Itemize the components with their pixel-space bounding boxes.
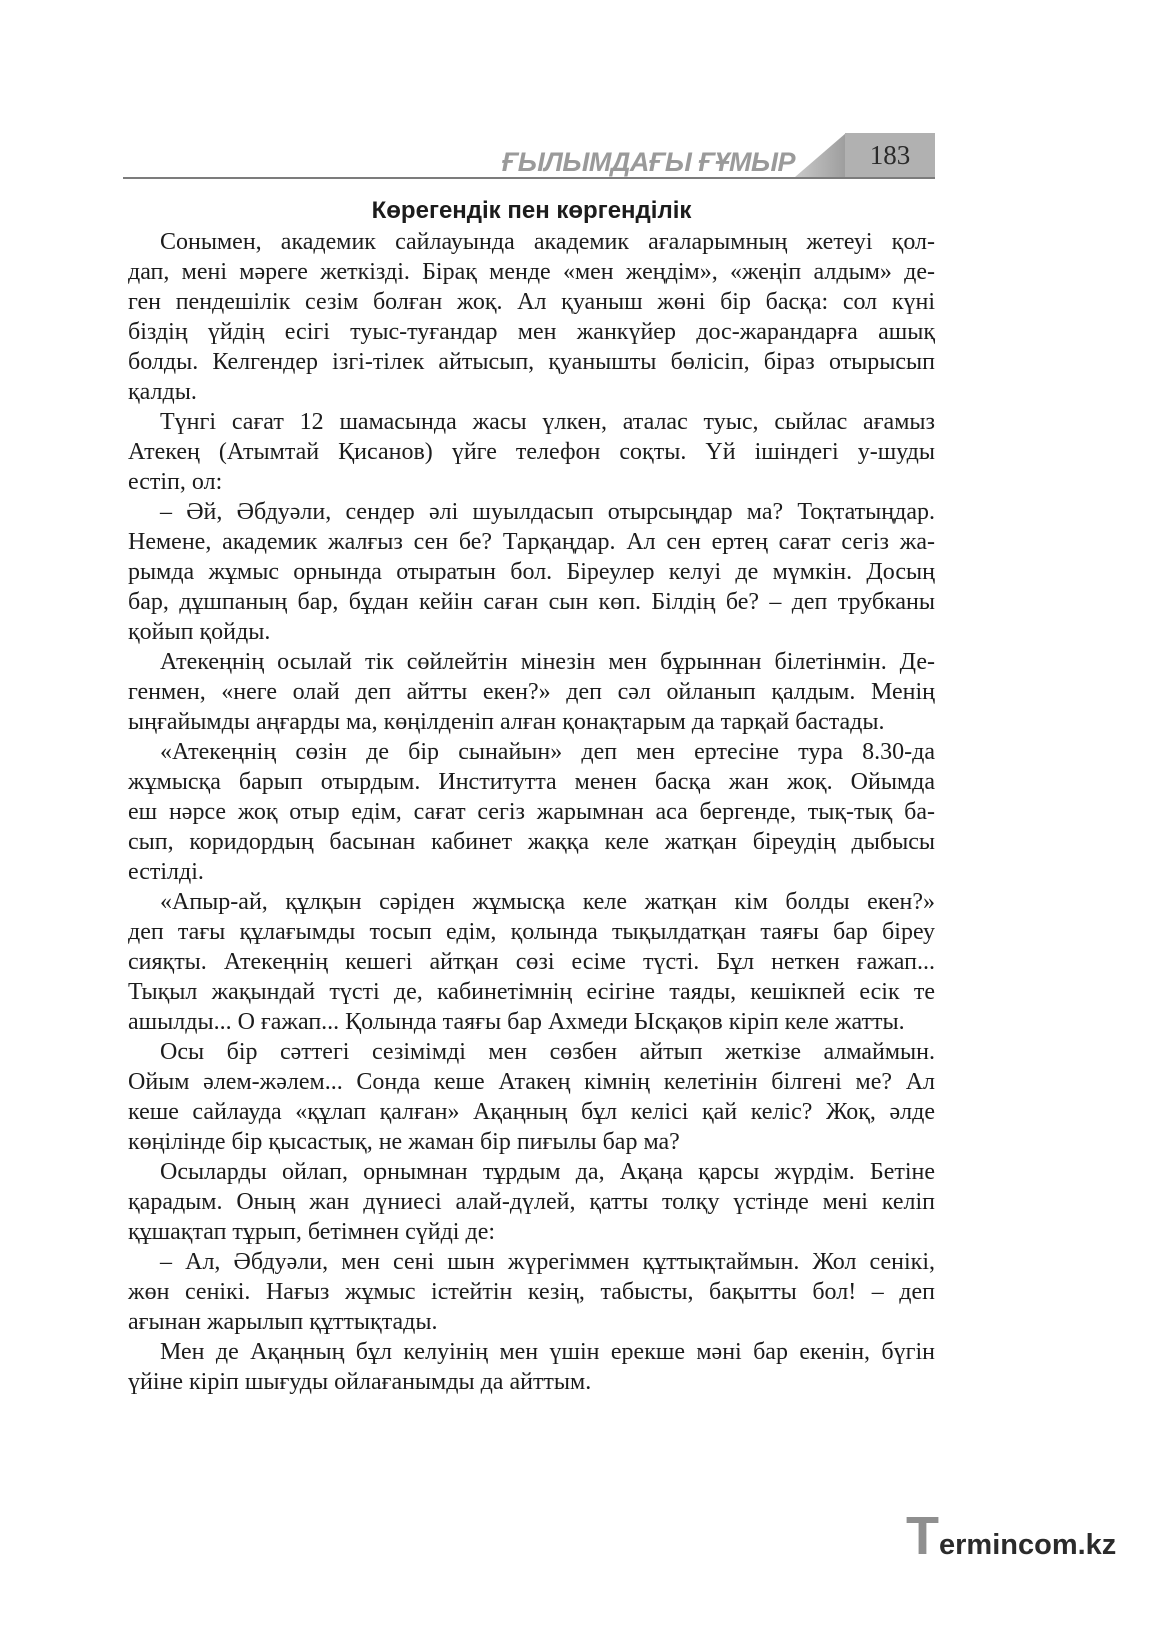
- text-line: көңілінде бір қысастық, не жаман бір пиғылы бар ма?: [128, 1129, 680, 1155]
- paragraph: [128, 1157, 935, 1247]
- text-line: – Ал, Әбдуәли, мен сені шын жүрегіммен құттықтаймын. Жол сенікі,: [160, 1249, 935, 1275]
- paragraph: [128, 407, 935, 497]
- text-line: Сонымен, академик сайлауында академик ағаларымның жетеуі қол-: [160, 229, 935, 255]
- text-line: Мен де Ақаңның бұл келуінің мен үшін ерекше мәні бар екенін, бүгін: [160, 1339, 935, 1365]
- watermark-text: Termincom.kz: [906, 1506, 1117, 1566]
- section-title: Көрегендік пен көргенділік: [371, 197, 692, 224]
- text-line: Ойым әлем-жәлем... Сонда кеше Атакең кімнің келетінін білгені ме? Ал: [128, 1069, 935, 1095]
- text-line: «Атекеңнің сөзін де бір сынайын» деп мен ертесіне тура 8.30-да: [160, 739, 935, 765]
- text-line: құшақтап тұрып, бетімнен сүйді де:: [128, 1219, 496, 1245]
- text-line: бар, дұшпаның бар, бұдан кейін саған сын көп. Білдің бе? – деп трубканы: [128, 589, 935, 615]
- text-line: жөн сенікі. Нағыз жұмыс істейтін кезің, табысты, бақытты бол! – деп: [128, 1279, 935, 1305]
- paragraph: [128, 647, 935, 737]
- text-line: Атекеңнің осылай тік сөйлейтін мінезін мен бұрыннан білетінмін. Де-: [160, 649, 935, 675]
- paragraph: [128, 1247, 935, 1337]
- text-line: естіп, ол:: [128, 469, 223, 495]
- text-line: қарадым. Оның жан дүниесі алай-дүлей, қатты толқу үстінде мені келіп: [128, 1189, 935, 1215]
- text-line: сып, коридордың басынан кабинет жаққа келе жатқан біреудің дыбысы: [128, 829, 935, 855]
- text-line: дап, мені мәреге жеткізді. Бірақ менде «мен жеңдім», «жеңіп алдым» де-: [128, 259, 935, 285]
- paragraph: [128, 887, 935, 1037]
- page-number-box: [845, 133, 935, 177]
- text-line: деп тағы құлағымды тосып едім, қолында тықылдатқан таяғы бар біреу: [128, 919, 935, 945]
- text-line: болды. Келгендер ізгі-тілек айтысып, қуанышты бөлісіп, біраз отырысып: [128, 349, 935, 375]
- text-line: еш нәрсе жоқ отыр едім, сағат сегіз жарымнан аса бергенде, тық-тық ба-: [128, 799, 935, 825]
- text-line: ген пендешілік сезім болған жоқ. Ал қуаныш жөні бір басқа: сол күні: [128, 289, 935, 315]
- text-line: генмен, «неге олай деп айтты екен?» деп сәл ойланып қалдым. Менің: [128, 679, 935, 705]
- text-line: біздің үйдің есігі туыс-туғандар мен жанкүйер дос-жарандарға ашық: [128, 319, 935, 345]
- text-line: ашылды... О ғажап... Қолында таяғы бар Ахмеди Ысқақов кіріп келе жатты.: [128, 1009, 905, 1035]
- watermark-logo: [906, 1508, 1116, 1564]
- text-line: кеше сайлауда «құлап қалған» Ақаңның бұл келісі қай келіс? Жоқ, әлде: [128, 1099, 935, 1125]
- page-number: 183: [869, 140, 911, 170]
- text-line: «Апыр-ай, құлқын сәріден жұмысқа келе жатқан кім болды екен?»: [160, 889, 935, 915]
- text-line: Осыларды ойлап, орнымнан тұрдым да, Ақаңа қарсы жүрдім. Бетіне: [160, 1159, 935, 1185]
- body-text: [128, 227, 935, 1397]
- text-line: ыңғайымды аңғарды ма, көңілденіп алған қонақтарым да тарқай бастады.: [128, 709, 885, 735]
- header-wedge-decoration: [795, 133, 846, 177]
- text-line: рымда жұмыс орнында отыратын бол. Біреулер келуі де мүмкін. Досың: [128, 559, 935, 585]
- text-line: жұмысқа барып отырдым. Институтта менен басқа жан жоқ. Ойымда: [128, 769, 935, 795]
- text-line: естілді.: [128, 859, 204, 885]
- text-line: қойып қойды.: [128, 619, 271, 645]
- text-line: Атекең (Атымтай Қисанов) үйге телефон соқты. Үй ішіндегі у-шуды: [128, 439, 935, 465]
- header-rule: [123, 177, 935, 179]
- paragraph: [128, 497, 935, 647]
- running-title: ҒЫЛЫМДАҒЫ ҒҰМЫР: [501, 147, 795, 177]
- text-line: Түнгі сағат 12 шамасында жасы үлкен, аталас туыс, сыйлас ағамыз: [160, 409, 935, 435]
- text-line: Осы бір сәттегі сезімімді мен сөзбен айтып жеткізе алмаймын.: [160, 1039, 935, 1065]
- paragraph: [128, 737, 935, 887]
- text-line: – Әй, Әбдуәли, сендер әлі шуылдасып отырсыңдар ма? Тоқтатыңдар.: [160, 499, 935, 525]
- text-line: Тықыл жақындай түсті де, кабинетімнің есігіне таяды, кешікпей есік те: [128, 979, 935, 1005]
- text-line: қалды.: [128, 379, 197, 405]
- paragraph: [128, 1337, 935, 1397]
- text-line: сияқты. Атекеңнің кешегі айтқан сөзі есіме түсті. Бұл неткен ғажап...: [128, 949, 935, 975]
- paragraph: [128, 1037, 935, 1157]
- paragraph: [128, 227, 935, 407]
- text-line: ағынан жарылып құттықтады.: [128, 1309, 438, 1335]
- text-line: Немене, академик жалғыз сен бе? Тарқаңдар. Ал сен ертең сағат сегіз жа-: [128, 529, 935, 555]
- text-line: үйіне кіріп шығуды ойлағанымды да айттым.: [128, 1369, 592, 1395]
